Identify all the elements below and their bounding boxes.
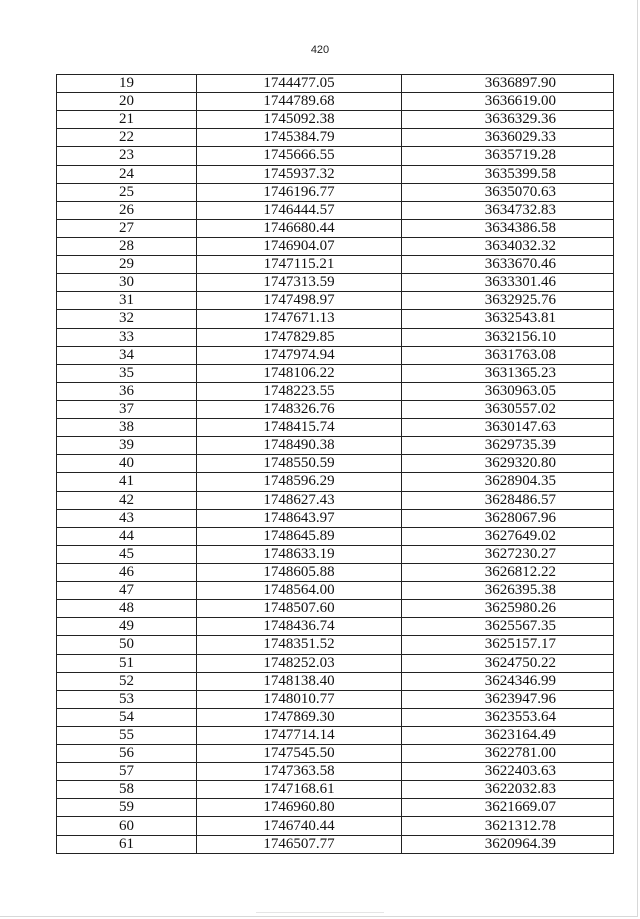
x-coordinate-cell: 1745092.38 (197, 111, 402, 129)
table-row (57, 400, 614, 418)
x-coordinate-cell: 1748564.00 (197, 582, 402, 600)
table-row (57, 509, 614, 527)
y-coordinate-cell: 3634386.58 (402, 219, 614, 237)
x-coordinate-cell: 1746904.07 (197, 237, 402, 255)
table-row (57, 600, 614, 618)
x-coordinate-cell: 1744477.05 (197, 75, 402, 93)
point-number-cell: 54 (57, 708, 197, 726)
table-row (57, 817, 614, 835)
point-number-cell: 47 (57, 582, 197, 600)
table-row (57, 237, 614, 255)
table-row (57, 147, 614, 165)
point-number-cell: 37 (57, 400, 197, 418)
table-row (57, 545, 614, 563)
table-row (57, 201, 614, 219)
point-number-cell: 19 (57, 75, 197, 93)
y-coordinate-cell: 3636029.33 (402, 129, 614, 147)
table-row (57, 618, 614, 636)
y-coordinate-cell: 3625157.17 (402, 636, 614, 654)
y-coordinate-cell: 3627649.02 (402, 527, 614, 545)
point-number-cell: 44 (57, 527, 197, 545)
x-coordinate-cell: 1747313.59 (197, 274, 402, 292)
table-row (57, 274, 614, 292)
point-number-cell: 41 (57, 473, 197, 491)
point-number-cell: 31 (57, 292, 197, 310)
point-number-cell: 55 (57, 726, 197, 744)
point-number-cell: 46 (57, 563, 197, 581)
point-number-cell: 43 (57, 509, 197, 527)
y-coordinate-cell: 3622781.00 (402, 745, 614, 763)
x-coordinate-cell: 1747115.21 (197, 256, 402, 274)
table-row (57, 111, 614, 129)
table-row (57, 382, 614, 400)
point-number-cell: 33 (57, 328, 197, 346)
y-coordinate-cell: 3621312.78 (402, 817, 614, 835)
table-row (57, 437, 614, 455)
y-coordinate-cell: 3623553.64 (402, 708, 614, 726)
table-row (57, 527, 614, 545)
x-coordinate-cell: 1747545.50 (197, 745, 402, 763)
point-number-cell: 59 (57, 799, 197, 817)
table-row (57, 763, 614, 781)
table-row (57, 708, 614, 726)
x-coordinate-cell: 1746680.44 (197, 219, 402, 237)
y-coordinate-cell: 3628067.96 (402, 509, 614, 527)
x-coordinate-cell: 1748326.76 (197, 400, 402, 418)
x-coordinate-cell: 1744789.68 (197, 93, 402, 111)
y-coordinate-cell: 3621669.07 (402, 799, 614, 817)
point-number-cell: 23 (57, 147, 197, 165)
y-coordinate-cell: 3622403.63 (402, 763, 614, 781)
x-coordinate-cell: 1748415.74 (197, 419, 402, 437)
y-coordinate-cell: 3626812.22 (402, 563, 614, 581)
table-row (57, 654, 614, 672)
point-number-cell: 60 (57, 817, 197, 835)
y-coordinate-cell: 3630147.63 (402, 419, 614, 437)
y-coordinate-cell: 3628486.57 (402, 491, 614, 509)
x-coordinate-cell: 1747829.85 (197, 328, 402, 346)
x-coordinate-cell: 1748645.89 (197, 527, 402, 545)
point-number-cell: 39 (57, 437, 197, 455)
table-row (57, 346, 614, 364)
x-coordinate-cell: 1748223.55 (197, 382, 402, 400)
point-number-cell: 40 (57, 455, 197, 473)
point-number-cell: 50 (57, 636, 197, 654)
x-coordinate-cell: 1748490.38 (197, 437, 402, 455)
table-row (57, 419, 614, 437)
point-number-cell: 35 (57, 364, 197, 382)
point-number-cell: 22 (57, 129, 197, 147)
table-row (57, 636, 614, 654)
table-row (57, 183, 614, 201)
point-number-cell: 58 (57, 781, 197, 799)
y-coordinate-cell: 3636897.90 (402, 75, 614, 93)
point-number-cell: 52 (57, 672, 197, 690)
y-coordinate-cell: 3630557.02 (402, 400, 614, 418)
y-coordinate-cell: 3629320.80 (402, 455, 614, 473)
x-coordinate-cell: 1748010.77 (197, 690, 402, 708)
table-row (57, 310, 614, 328)
y-coordinate-cell: 3635399.58 (402, 165, 614, 183)
x-coordinate-cell: 1747671.13 (197, 310, 402, 328)
point-number-cell: 25 (57, 183, 197, 201)
table-row (57, 75, 614, 93)
x-coordinate-cell: 1747974.94 (197, 346, 402, 364)
table-row (57, 328, 614, 346)
x-coordinate-cell: 1746960.80 (197, 799, 402, 817)
y-coordinate-cell: 3633301.46 (402, 274, 614, 292)
x-coordinate-cell: 1748633.19 (197, 545, 402, 563)
y-coordinate-cell: 3626395.38 (402, 582, 614, 600)
table-row (57, 726, 614, 744)
point-number-cell: 51 (57, 654, 197, 672)
table-row (57, 745, 614, 763)
x-coordinate-cell: 1748507.60 (197, 600, 402, 618)
y-coordinate-cell: 3635719.28 (402, 147, 614, 165)
x-coordinate-cell: 1746740.44 (197, 817, 402, 835)
point-number-cell: 36 (57, 382, 197, 400)
y-coordinate-cell: 3635070.63 (402, 183, 614, 201)
x-coordinate-cell: 1746196.77 (197, 183, 402, 201)
x-coordinate-cell: 1745937.32 (197, 165, 402, 183)
y-coordinate-cell: 3634732.83 (402, 201, 614, 219)
y-coordinate-cell: 3631365.23 (402, 364, 614, 382)
x-coordinate-cell: 1748550.59 (197, 455, 402, 473)
point-number-cell: 32 (57, 310, 197, 328)
x-coordinate-cell: 1746444.57 (197, 201, 402, 219)
x-coordinate-cell: 1745666.55 (197, 147, 402, 165)
x-coordinate-cell: 1747714.14 (197, 726, 402, 744)
table-row (57, 93, 614, 111)
y-coordinate-cell: 3623164.49 (402, 726, 614, 744)
x-coordinate-cell: 1747363.58 (197, 763, 402, 781)
y-coordinate-cell: 3632925.76 (402, 292, 614, 310)
point-number-cell: 48 (57, 600, 197, 618)
point-number-cell: 57 (57, 763, 197, 781)
table-row (57, 563, 614, 581)
x-coordinate-cell: 1748605.88 (197, 563, 402, 581)
x-coordinate-cell: 1748627.43 (197, 491, 402, 509)
x-coordinate-cell: 1746507.77 (197, 835, 402, 853)
x-coordinate-cell: 1748252.03 (197, 654, 402, 672)
y-coordinate-cell: 3633670.46 (402, 256, 614, 274)
table-row (57, 672, 614, 690)
table-row (57, 799, 614, 817)
point-number-cell: 34 (57, 346, 197, 364)
y-coordinate-cell: 3623947.96 (402, 690, 614, 708)
x-coordinate-cell: 1747168.61 (197, 781, 402, 799)
point-number-cell: 29 (57, 256, 197, 274)
x-coordinate-cell: 1748436.74 (197, 618, 402, 636)
page-number: 420 (310, 44, 330, 56)
point-number-cell: 30 (57, 274, 197, 292)
y-coordinate-cell: 3634032.32 (402, 237, 614, 255)
table-row (57, 165, 614, 183)
y-coordinate-cell: 3624750.22 (402, 654, 614, 672)
point-number-cell: 61 (57, 835, 197, 853)
y-coordinate-cell: 3620964.39 (402, 835, 614, 853)
y-coordinate-cell: 3624346.99 (402, 672, 614, 690)
table-row (57, 491, 614, 509)
x-coordinate-cell: 1747869.30 (197, 708, 402, 726)
x-coordinate-cell: 1745384.79 (197, 129, 402, 147)
table-row (57, 256, 614, 274)
y-coordinate-cell: 3629735.39 (402, 437, 614, 455)
x-coordinate-cell: 1748351.52 (197, 636, 402, 654)
y-coordinate-cell: 3631763.08 (402, 346, 614, 364)
x-coordinate-cell: 1748596.29 (197, 473, 402, 491)
y-coordinate-cell: 3632156.10 (402, 328, 614, 346)
table-row (57, 781, 614, 799)
y-coordinate-cell: 3630963.05 (402, 382, 614, 400)
point-number-cell: 45 (57, 545, 197, 563)
x-coordinate-cell: 1748643.97 (197, 509, 402, 527)
y-coordinate-cell: 3628904.35 (402, 473, 614, 491)
point-number-cell: 27 (57, 219, 197, 237)
point-number-cell: 20 (57, 93, 197, 111)
x-coordinate-cell: 1748138.40 (197, 672, 402, 690)
y-coordinate-cell: 3622032.83 (402, 781, 614, 799)
coordinates-table (56, 74, 614, 854)
y-coordinate-cell: 3625567.35 (402, 618, 614, 636)
table-row (57, 690, 614, 708)
y-coordinate-cell: 3625980.26 (402, 600, 614, 618)
y-coordinate-cell: 3636329.36 (402, 111, 614, 129)
coordinates-table-body (57, 75, 614, 854)
point-number-cell: 21 (57, 111, 197, 129)
y-coordinate-cell: 3632543.81 (402, 310, 614, 328)
point-number-cell: 24 (57, 165, 197, 183)
x-coordinate-cell: 1748106.22 (197, 364, 402, 382)
y-coordinate-cell: 3636619.00 (402, 93, 614, 111)
point-number-cell: 26 (57, 201, 197, 219)
table-row (57, 364, 614, 382)
table-row (57, 835, 614, 853)
table-row (57, 582, 614, 600)
point-number-cell: 56 (57, 745, 197, 763)
point-number-cell: 53 (57, 690, 197, 708)
point-number-cell: 42 (57, 491, 197, 509)
table-row (57, 473, 614, 491)
table-row (57, 219, 614, 237)
point-number-cell: 28 (57, 237, 197, 255)
table-row (57, 292, 614, 310)
footer-divider (256, 912, 384, 913)
point-number-cell: 49 (57, 618, 197, 636)
table-row (57, 455, 614, 473)
y-coordinate-cell: 3627230.27 (402, 545, 614, 563)
table-row (57, 129, 614, 147)
x-coordinate-cell: 1747498.97 (197, 292, 402, 310)
point-number-cell: 38 (57, 419, 197, 437)
